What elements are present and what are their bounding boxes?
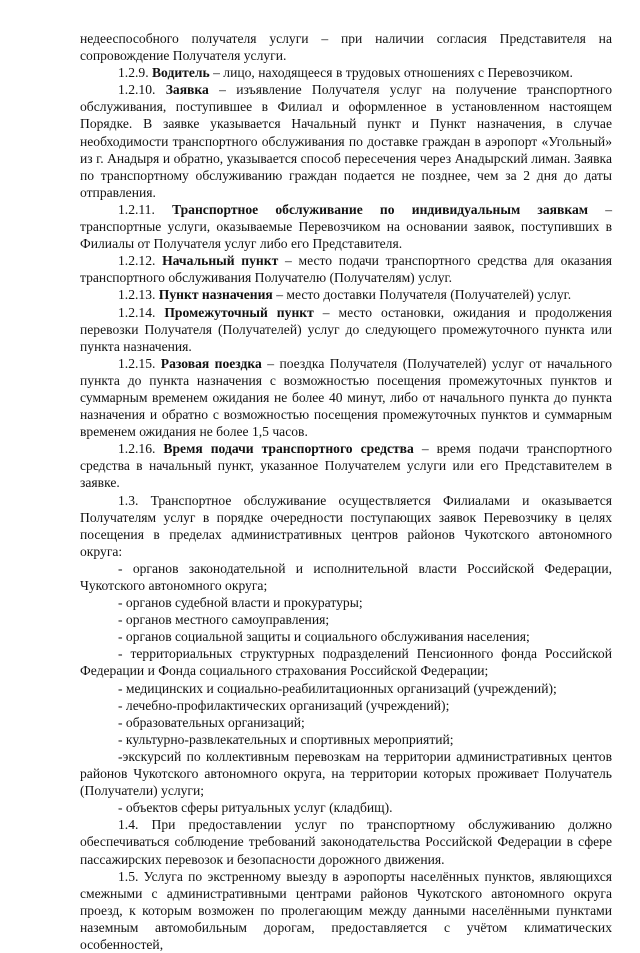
clause-1-4: 1.4. При предоставлении услуг по транспортному обслуживанию должно обеспечиваться соблюдение требований законодательства Российской Федерации в сфере пассажирских перевозок и безопасности дорожного движения.	[80, 817, 612, 867]
list-item: - образовательных организаций;	[118, 714, 305, 730]
definition-destination	[80, 286, 612, 303]
clause-number: 1.2.9.	[118, 65, 152, 81]
defined-term: Промежуточный пункт	[164, 304, 314, 320]
definition-text: – лицо, находящееся в трудовых отношениях с Перевозчиком.	[209, 65, 573, 81]
definition-text: – время подачи транспортного средства в начальный пункт, указанное Получателем услуги или его Представителем в заявке.	[80, 441, 612, 491]
clause-number: 1.2.12.	[118, 253, 163, 269]
clause-1-3	[80, 492, 612, 560]
definition-text: – транспортные услуги, оказываемые Перевозчиком на основании заявок, поступивших в Филиалы от Получателя услуг либо его Представителя.	[80, 201, 613, 252]
defined-term: Разовая поездка	[160, 355, 262, 371]
list-item: - объектов сферы ритуальных услуг (кладбищ).	[118, 800, 393, 816]
clause-number: 1.2.15.	[118, 355, 161, 371]
paragraph-text: недееспособного получателя услуги – при наличии согласия Представителя на сопровождение Получателя услуги.	[80, 31, 612, 64]
list-item: - лечебно-профилактических организаций (учреждений);	[118, 697, 450, 713]
paragraph-continuation	[80, 30, 612, 64]
clause-number: 1.2.14.	[118, 304, 165, 320]
definition-text: – изъявление Получателя услуг на получение транспортного обслуживания, поступившее в Филиал и оформленное в установленном настоящем Порядке. В заявке указывается Начальный пункт и Пункт назначения, в случае необходимости транспортного обслуживания по доставке граждан в аэропорт «Угольный» из г. Анадыря и обратно, указывается способ пересечения через Анадырский лиман. Заявка по транспортному обслуживанию граждан подается не позднее, чем за 2 дня до даты отправления.	[80, 82, 612, 200]
list-item: - медицинских и социально-реабилитационных организаций (учреждений);	[118, 680, 557, 696]
defined-term: Водитель	[151, 65, 210, 81]
document-page	[80, 30, 612, 953]
clause-number: 1.2.16.	[118, 441, 164, 457]
definition-driver	[80, 64, 612, 81]
list-item: - органов местного самоуправления;	[118, 612, 330, 628]
definition-request	[80, 81, 612, 201]
defined-term: Пункт назначения	[158, 287, 273, 303]
list-item: - органов законодательной и исполнительной власти Российской Федерации, Чукотского автономного округа;	[80, 560, 612, 593]
definition-text: – место доставки Получателя (Получателей) услуг.	[272, 287, 572, 303]
definition-pickup-time	[80, 440, 612, 491]
clause-number: 1.2.11.	[118, 201, 173, 217]
defined-term: Транспортное обслуживание по индивидуальным заявкам	[172, 201, 589, 217]
clause-1-5: 1.5. Услуга по экстренному выезду в аэропорты населённых пунктов, являющихся смежными с административными центрами районов Чукотского автономного округа проезд, к которым возможен по пролегающим между данными населёнными пунктами наземным автомобильным дорогам, предоставляется с учётом климатических особенностей,	[80, 868, 612, 952]
definition-text: – место подачи транспортного средства для оказания транспортного обслуживания Получателю (Получателям) услуг.	[80, 253, 612, 286]
definition-text: – место остановки, ожидания и продолжения перевозки Получателя (Получателей) услуг до следующего промежуточного пункта или пункта назначения.	[80, 304, 612, 354]
definition-single-trip	[80, 355, 612, 440]
clause-number: 1.2.13.	[118, 287, 159, 303]
list-item: -экскурсий по коллективным перевозкам на территории административных центов районов Чукотского автономного округа, на территории которых проживает Получатель (Получатели) услуги;	[80, 748, 612, 799]
defined-term: Время подачи транспортного средства	[163, 441, 414, 457]
list-item: - органов социальной защиты и социального обслуживания населения;	[118, 629, 530, 645]
clause-number: 1.2.10.	[118, 82, 166, 98]
list-item: - органов судебной власти и прокуратуры;	[118, 595, 363, 611]
definition-transport-service	[80, 201, 612, 252]
list-item: - культурно-развлекательных и спортивных мероприятий;	[118, 731, 454, 747]
definition-intermediate-point	[80, 304, 612, 355]
defined-term: Заявка	[165, 82, 209, 98]
defined-term: Начальный пункт	[162, 253, 279, 269]
definition-start-point	[80, 252, 612, 286]
paragraph-text: 1.3. Транспортное обслуживание осуществляется Филиалами и оказывается Получателям услуг в порядке очередности поступающих заявок Перевозчику в целях посещения в пределах административных центров районов Чукотского автономного округа:	[80, 492, 612, 559]
definition-text: – поездка Получателя (Получателей) услуг от начального пункта до пункта назначения с возможностью посещения промежуточных пунктов и суммарным временем ожидания не более 40 минут, либо от начального пункта до пункта назначения и обратно с возможностью посещения промежуточных пунктов и суммарным временем ожидания не более 1,5 часов.	[80, 355, 612, 440]
list-item: - территориальных структурных подразделений Пенсионного фонда Российской Федерации и Фонда социального страхования Российской Федерации;	[80, 646, 612, 679]
